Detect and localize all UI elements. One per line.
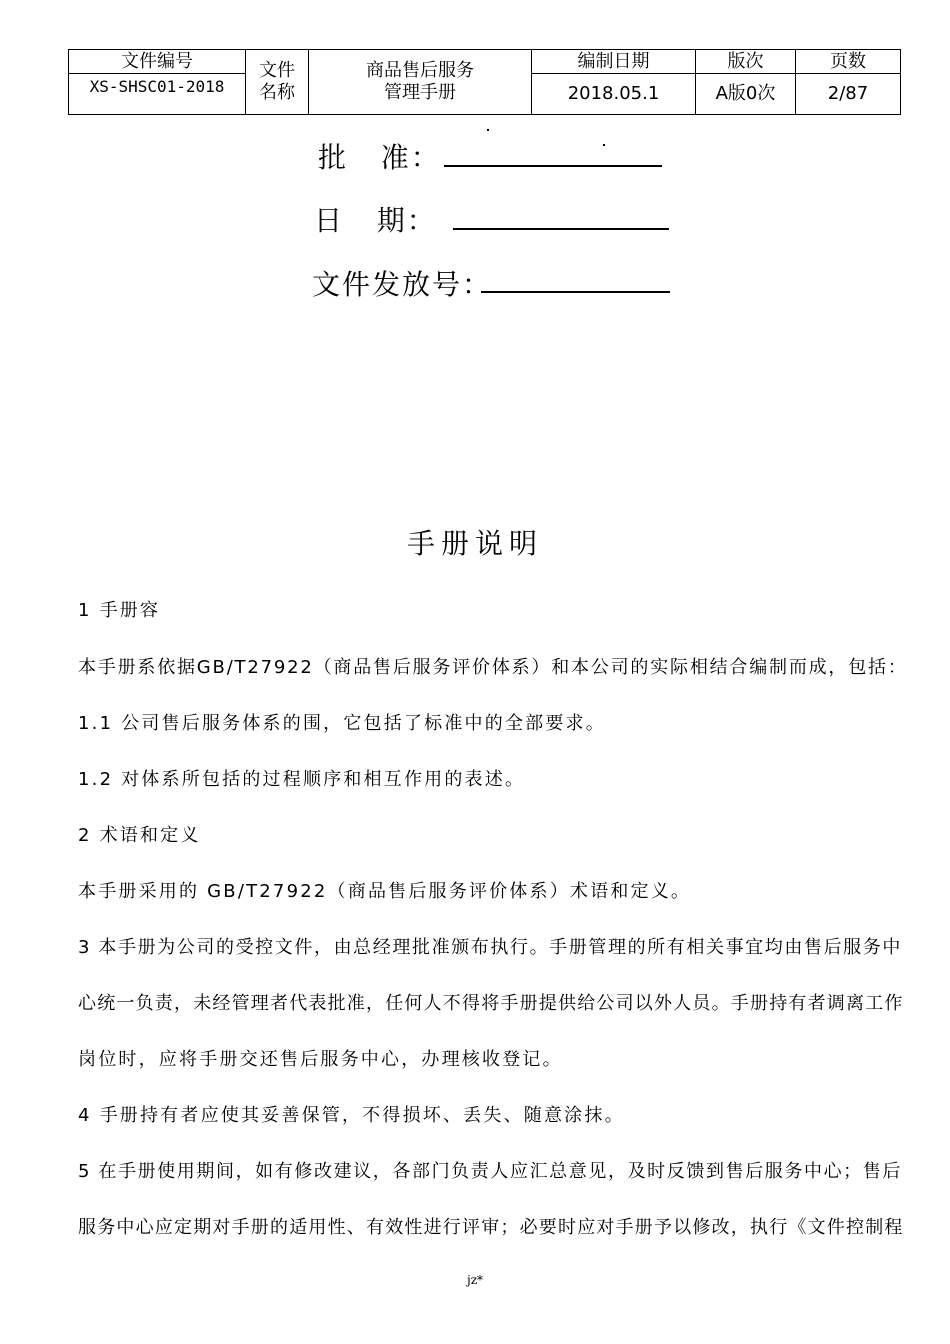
manual-line: 1.1 公司售后服务体系的围，它包括了标准中的全部要求。 <box>78 713 606 734</box>
date-field <box>314 199 437 239</box>
doc-no-label: 文件编号 <box>69 50 246 74</box>
doc-title-line1: 商品售后服务 <box>366 60 474 81</box>
release-label: 文件发放号： <box>312 268 493 301</box>
doc-title <box>309 50 532 115</box>
date-signature-line[interactable] <box>453 228 669 230</box>
manual-line: 5 在手册使用期间，如有修改建议，各部门负责人应汇总意见，及时反馈到售后服务中心；售后 <box>78 1161 902 1182</box>
pages-value: 2/87 <box>796 74 901 115</box>
speck-mark <box>487 129 489 131</box>
manual-line: 1 手册容 <box>78 600 161 621</box>
approve-signature-line[interactable] <box>444 165 662 167</box>
release-number-line[interactable] <box>481 291 670 293</box>
version-value: A版0次 <box>696 74 796 115</box>
speck-mark <box>603 144 605 146</box>
date-value: 2018.05.1 <box>532 74 696 115</box>
doc-name-label-line2: 名称 <box>259 82 295 103</box>
manual-title: 手册说明 <box>406 527 543 560</box>
manual-line: 本手册系依据GB/T27922（商品售后服务评价体系）和本公司的实际相结合编制而成，包括： <box>78 657 908 678</box>
manual-line: 2 术语和定义 <box>78 825 201 846</box>
manual-line: 心统一负责，未经管理者代表批准，任何人不得将手册提供给公司以外人员。手册持有者调离工作 <box>78 993 904 1014</box>
manual-line: 岗位时，应将手册交还售后服务中心，办理核收登记。 <box>78 1049 563 1070</box>
manual-line: 本手册采用的 GB/T27922（商品售后服务评价体系）术语和定义。 <box>78 881 692 902</box>
doc-no-value: XS-SHSC01-2018 <box>69 74 246 115</box>
doc-name-label-line1: 文件 <box>259 60 295 81</box>
release-field <box>312 263 492 303</box>
page-footer: jz* <box>466 1273 484 1287</box>
manual-line: 服务中心应定期对手册的适用性、有效性进行评审；必要时应对手册予以修改，执行《文件控制程 <box>78 1217 904 1238</box>
pages-label: 页数 <box>796 50 901 74</box>
doc-name-label <box>246 50 309 115</box>
date-label: 日 期： <box>314 204 437 237</box>
date-label: 编制日期 <box>532 50 696 74</box>
version-label: 版次 <box>696 50 796 74</box>
manual-line: 3 本手册为公司的受控文件，由总经理批准颁布执行。手册管理的所有相关事宜均由售后服务中 <box>78 937 902 958</box>
approve-label: 批 准： <box>318 141 441 174</box>
approve-field <box>318 136 441 176</box>
document-header-table <box>68 49 901 115</box>
manual-line: 4 手册持有者应使其妥善保管，不得损坏、丢失、随意涂抹。 <box>78 1105 625 1126</box>
doc-title-line2: 管理手册 <box>384 82 456 103</box>
manual-line: 1.2 对体系所包括的过程顺序和相互作用的表述。 <box>78 769 526 790</box>
